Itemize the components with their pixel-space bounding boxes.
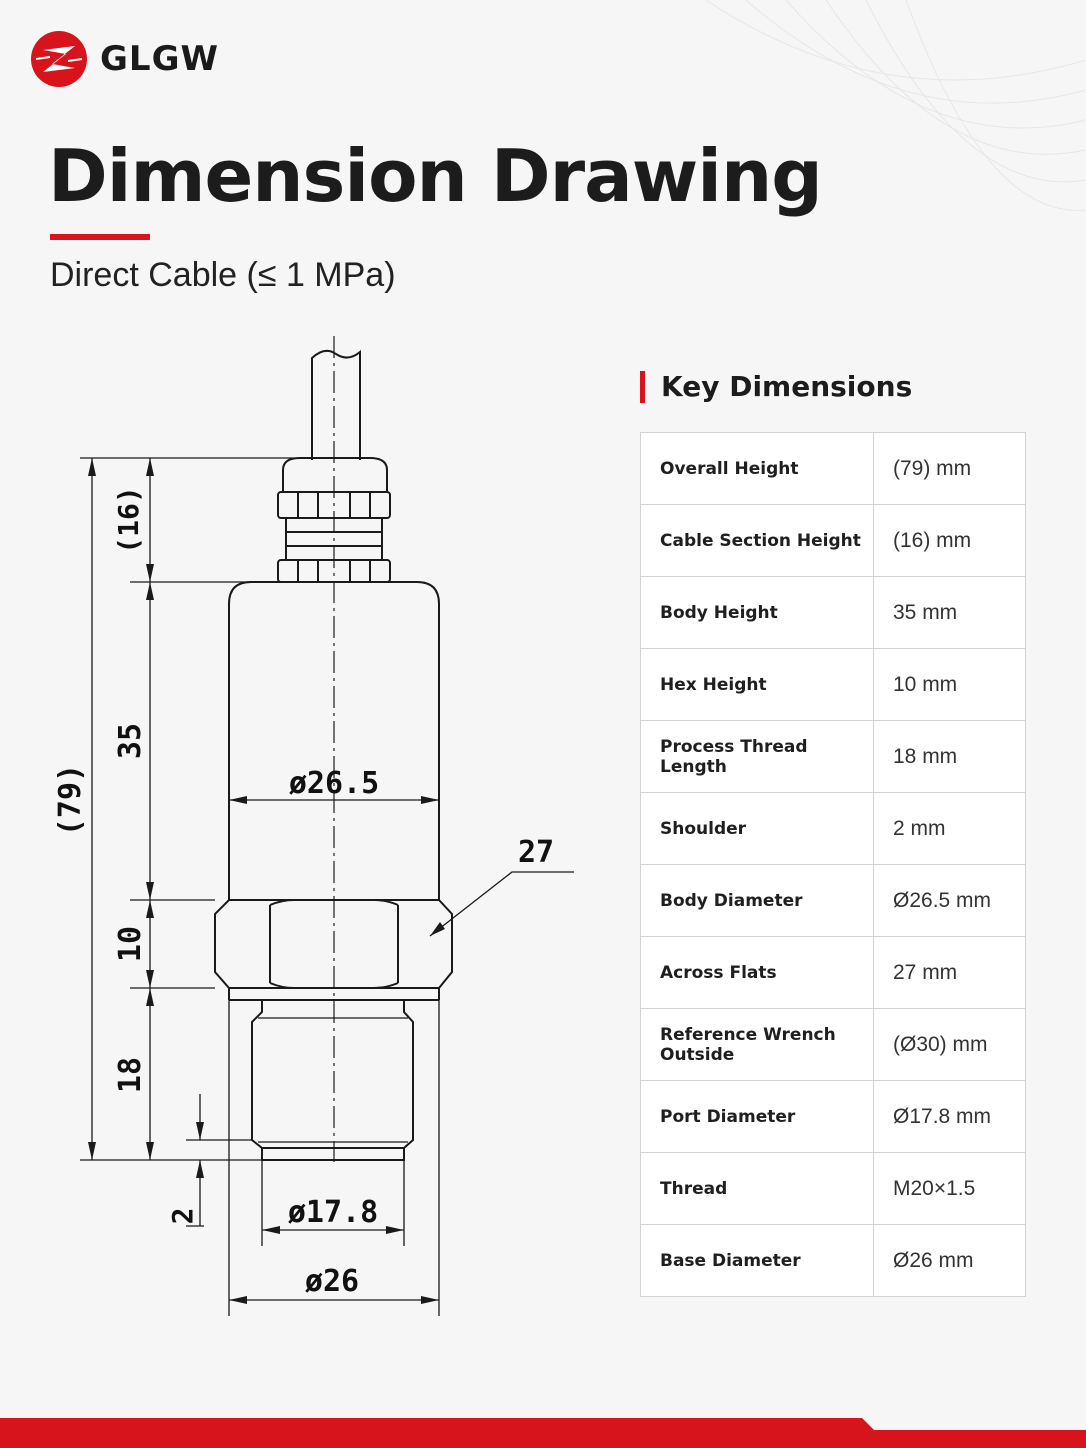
row-value: Ø26 mm [874,1225,1026,1297]
table-row [641,1153,1026,1225]
row-label: Port Diameter [641,1081,874,1153]
dim-body-diameter: ø26.5 [288,766,380,801]
table-row [641,937,1026,1009]
row-label: Thread [641,1153,874,1225]
row-label: Cable Section Height [641,505,874,577]
row-label: Across Flats [641,937,874,1009]
key-dimensions-heading [640,370,912,403]
dim-body-height: 35 [113,722,148,760]
table-row [641,1081,1026,1153]
row-label: Body Diameter [641,865,874,937]
table-row [641,1225,1026,1297]
row-value: (16) mm [874,505,1026,577]
key-dimensions-title: Key Dimensions [661,370,913,403]
table-row [641,649,1026,721]
row-label: Base Diameter [641,1225,874,1297]
title-underline [50,234,150,240]
row-value: M20×1.5 [874,1153,1026,1225]
cable [312,351,360,460]
dim-port-diameter: ø17.8 [287,1195,379,1230]
table-row [641,433,1026,505]
table-row [641,793,1026,865]
row-value: (79) mm [874,433,1026,505]
gland [283,458,387,492]
table-row [641,721,1026,793]
dim-shoulder: 2 [166,1207,199,1225]
dim-cable-height: (16) [112,486,145,554]
row-label: Hex Height [641,649,874,721]
row-label: Body Height [641,577,874,649]
row-label: Overall Height [641,433,874,505]
key-dimensions-table [640,432,1026,1297]
row-value: 18 mm [874,721,1026,793]
table-row [641,505,1026,577]
row-value: Ø26.5 mm [874,865,1026,937]
heading-accent-bar [640,371,645,403]
dimension-drawing [30,330,590,1330]
table-row [641,865,1026,937]
row-value: 35 mm [874,577,1026,649]
row-label: Process Thread Length [641,721,874,793]
logo-icon [30,30,88,88]
page-title: Dimension Drawing [48,134,822,218]
row-label: Reference Wrench Outside [641,1009,874,1081]
row-value: 2 mm [874,793,1026,865]
row-value: (Ø30) mm [874,1009,1026,1081]
row-value: 27 mm [874,937,1026,1009]
table-row [641,577,1026,649]
row-value: 10 mm [874,649,1026,721]
page-subtitle: Direct Cable (≤ 1 MPa) [50,256,396,294]
footer-band [0,1418,1086,1448]
brand-logo [30,30,219,88]
dim-base-diameter: ø26 [304,1264,360,1299]
thread [252,1000,413,1160]
row-value: Ø17.8 mm [874,1081,1026,1153]
brand-name: GLGW [100,39,219,79]
dim-overall-height: (79) [53,763,88,837]
table-row [641,1009,1026,1081]
dim-across-flats: 27 [517,835,555,870]
dim-hex-height: 10 [113,925,148,963]
dim-thread-length: 18 [113,1056,148,1094]
row-label: Shoulder [641,793,874,865]
